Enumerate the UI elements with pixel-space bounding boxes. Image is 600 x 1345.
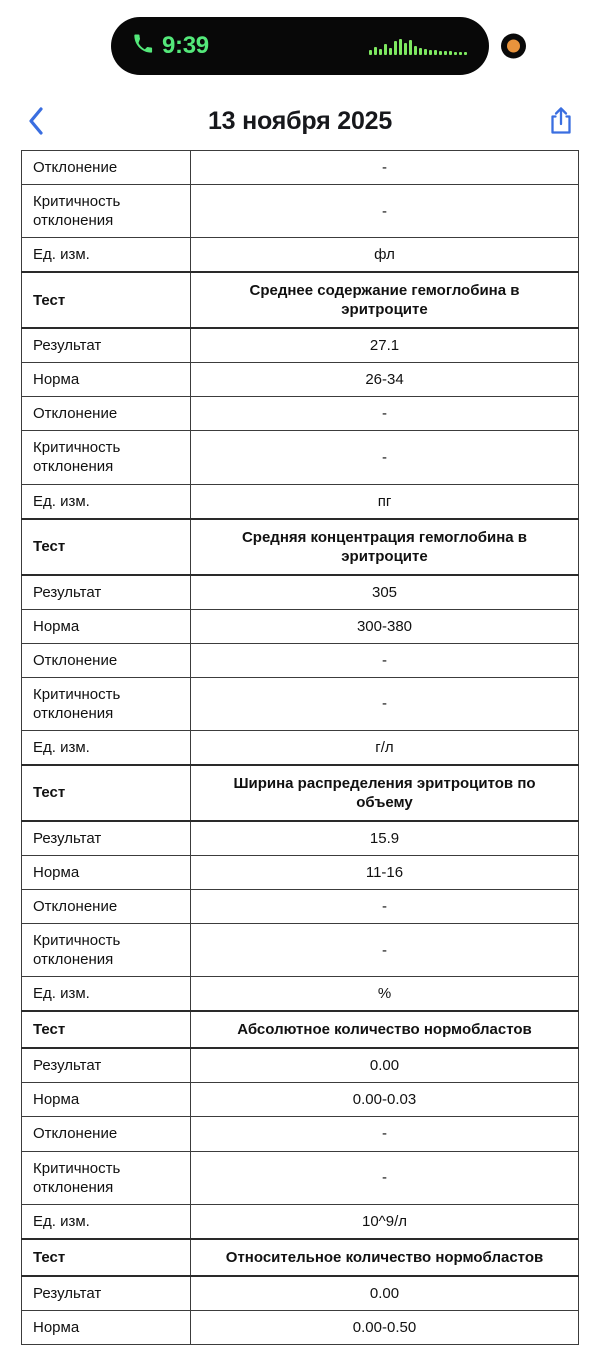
row-value: - [191,890,579,924]
table-row [22,765,579,821]
row-value: Средняя концентрация гемоглобина в эритроците [191,519,579,575]
row-value: - [191,151,579,185]
row-label: Результат [22,1048,191,1083]
table-row [22,821,579,856]
table-row [22,431,579,484]
row-label: Ед. изм. [22,977,191,1012]
table-row [22,890,579,924]
row-value: - [191,185,579,238]
row-value: - [191,1117,579,1151]
table-row [22,238,579,273]
row-label: Критичность отклонения [22,924,191,977]
row-value: - [191,677,579,730]
row-label: Отклонение [22,1117,191,1151]
table-row [22,730,579,765]
waveform-bar [399,39,402,55]
row-label: Отклонение [22,397,191,431]
row-value: - [191,397,579,431]
table-row [22,977,579,1012]
table-row [22,519,579,575]
row-label: Норма [22,363,191,397]
waveform-bar [384,44,387,55]
row-label: Норма [22,1083,191,1117]
row-value: % [191,977,579,1012]
table-row [22,272,579,328]
row-label: Тест [22,272,191,328]
table-row [22,1276,579,1311]
page-title: 13 ноября 2025 [207,106,393,135]
row-value: Среднее содержание гемоглобина в эритроците [191,272,579,328]
table-row [22,484,579,519]
waveform-bar [374,47,377,55]
row-label: Норма [22,1310,191,1344]
share-icon[interactable] [548,105,574,137]
row-value: - [191,1151,579,1204]
table-row [22,397,579,431]
row-value: 0.00 [191,1048,579,1083]
waveform-bar [389,48,392,55]
lab-results-table [21,150,579,1345]
waveform-bar [459,52,462,55]
row-value: 300-380 [191,609,579,643]
table-row [22,1011,579,1048]
row-value: - [191,924,579,977]
row-value: - [191,643,579,677]
waveform-bar [444,51,447,55]
row-label: Критичность отклонения [22,1151,191,1204]
row-label: Тест [22,1011,191,1048]
row-label: Тест [22,765,191,821]
status-bar [0,0,600,92]
row-label: Результат [22,328,191,363]
table-row [22,328,579,363]
row-label: Норма [22,609,191,643]
row-value: 0.00 [191,1276,579,1311]
waveform-bar [464,52,467,55]
table-row [22,1151,579,1204]
row-value: 27.1 [191,328,579,363]
waveform-bar [414,46,417,55]
row-label: Результат [22,575,191,610]
row-label: Тест [22,1239,191,1276]
waveform-bar [424,49,427,55]
camera-active-indicator [501,34,526,59]
row-value: 11-16 [191,856,579,890]
table-row [22,677,579,730]
row-label: Ед. изм. [22,730,191,765]
row-value: 0.00-0.50 [191,1310,579,1344]
waveform-bar [439,51,442,55]
row-label: Ед. изм. [22,484,191,519]
row-label: Критичность отклонения [22,677,191,730]
row-value: 10^9/л [191,1204,579,1239]
row-label: Отклонение [22,643,191,677]
table-row [22,1083,579,1117]
row-label: Ед. изм. [22,238,191,273]
row-value: - [191,431,579,484]
row-label: Отклонение [22,890,191,924]
row-value: Ширина распределения эритроцитов по объему [191,765,579,821]
row-value: Относительное количество нормобластов [191,1239,579,1276]
table-row [22,1310,579,1344]
audio-waveform-icon [369,37,467,55]
results-table-container [0,150,600,1345]
table-row [22,609,579,643]
row-label: Результат [22,1276,191,1311]
row-value: 26-34 [191,363,579,397]
row-value: г/л [191,730,579,765]
waveform-bar [429,50,432,55]
row-value: пг [191,484,579,519]
camera-dot-inner [507,40,520,53]
table-row [22,856,579,890]
row-value: 15.9 [191,821,579,856]
chevron-left-icon[interactable] [26,105,46,137]
row-label: Ед. изм. [22,1204,191,1239]
row-label: Тест [22,519,191,575]
active-call-indicator[interactable] [133,34,209,59]
row-label: Норма [22,856,191,890]
row-value: 305 [191,575,579,610]
row-label: Результат [22,821,191,856]
table-row [22,1204,579,1239]
row-value: 0.00-0.03 [191,1083,579,1117]
navigation-bar [0,92,600,150]
dynamic-island[interactable] [111,17,489,75]
waveform-bar [449,51,452,55]
table-row [22,643,579,677]
phone-call-icon [133,34,153,59]
status-time: 9:39 [162,32,209,59]
table-row [22,575,579,610]
waveform-bar [434,50,437,55]
table-row [22,363,579,397]
row-label: Критичность отклонения [22,431,191,484]
waveform-bar [419,48,422,55]
table-row [22,924,579,977]
table-row [22,1239,579,1276]
table-row [22,1117,579,1151]
waveform-bar [379,49,382,55]
waveform-bar [454,52,457,55]
row-value: Абсолютное количество нормобластов [191,1011,579,1048]
waveform-bar [394,41,397,55]
table-row [22,1048,579,1083]
waveform-bar [404,43,407,55]
waveform-bar [409,40,412,55]
waveform-bar [369,50,372,55]
row-label: Отклонение [22,151,191,185]
table-row [22,185,579,238]
row-value: фл [191,238,579,273]
table-row [22,151,579,185]
row-label: Критичность отклонения [22,185,191,238]
